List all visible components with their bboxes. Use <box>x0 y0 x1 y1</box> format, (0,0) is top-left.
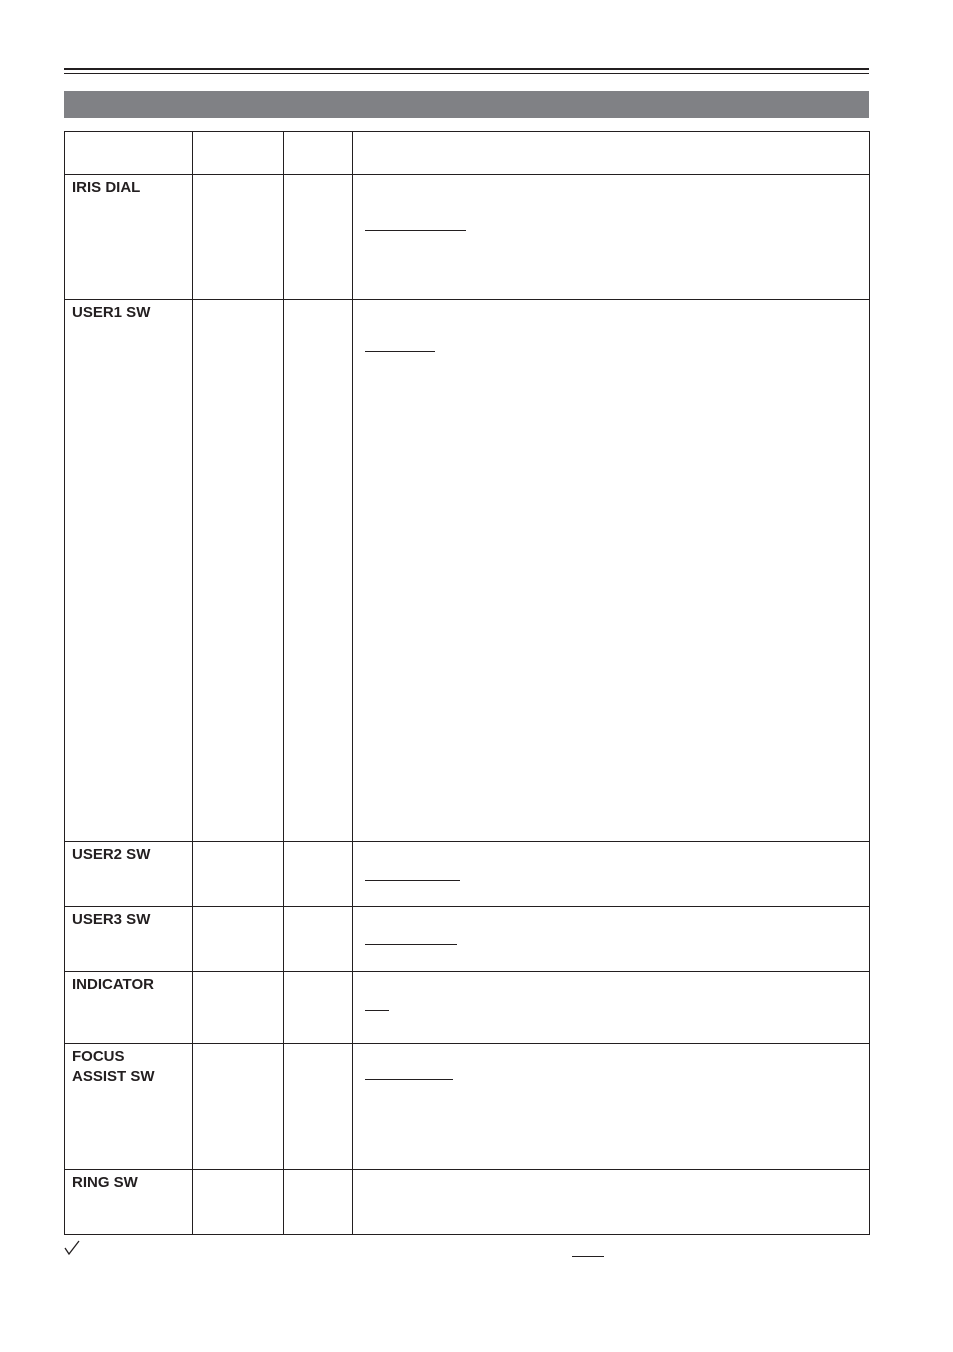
table-row <box>65 1170 870 1235</box>
default-value-underline <box>365 351 435 352</box>
row-description <box>353 1044 870 1170</box>
table-row <box>65 1044 870 1170</box>
table-header-row <box>65 132 870 175</box>
row-item-label: INDICATOR <box>65 972 193 1044</box>
header-description <box>353 132 870 175</box>
default-value-underline <box>365 1010 389 1011</box>
row-description <box>353 300 870 842</box>
default-value-underline <box>365 1079 453 1080</box>
header-col2 <box>193 132 283 175</box>
row-description <box>353 907 870 972</box>
table-row <box>65 300 870 842</box>
row-description <box>353 1170 870 1235</box>
section-title-bar <box>64 91 869 118</box>
header-rule-thick <box>64 68 869 70</box>
default-value-underline <box>365 944 457 945</box>
table-row <box>65 175 870 300</box>
header-col3 <box>283 132 352 175</box>
settings-table <box>64 131 870 1235</box>
header-item <box>65 132 193 175</box>
row-description <box>353 842 870 907</box>
row-description <box>353 175 870 300</box>
row-description <box>353 972 870 1044</box>
row-item-label: FOCUS ASSIST SW <box>65 1044 193 1170</box>
header-rule-thin <box>64 73 869 74</box>
default-value-underline <box>365 230 466 231</box>
checkmark-icon <box>64 1240 80 1256</box>
row-item-label: RING SW <box>65 1170 193 1235</box>
row-item-label: USER1 SW <box>65 300 193 842</box>
table-row <box>65 907 870 972</box>
footnote-underline <box>572 1256 604 1257</box>
table-row <box>65 972 870 1044</box>
row-item-label: USER3 SW <box>65 907 193 972</box>
row-item-label: IRIS DIAL <box>65 175 193 300</box>
row-item-label: USER2 SW <box>65 842 193 907</box>
table-row <box>65 842 870 907</box>
default-value-underline <box>365 880 460 881</box>
